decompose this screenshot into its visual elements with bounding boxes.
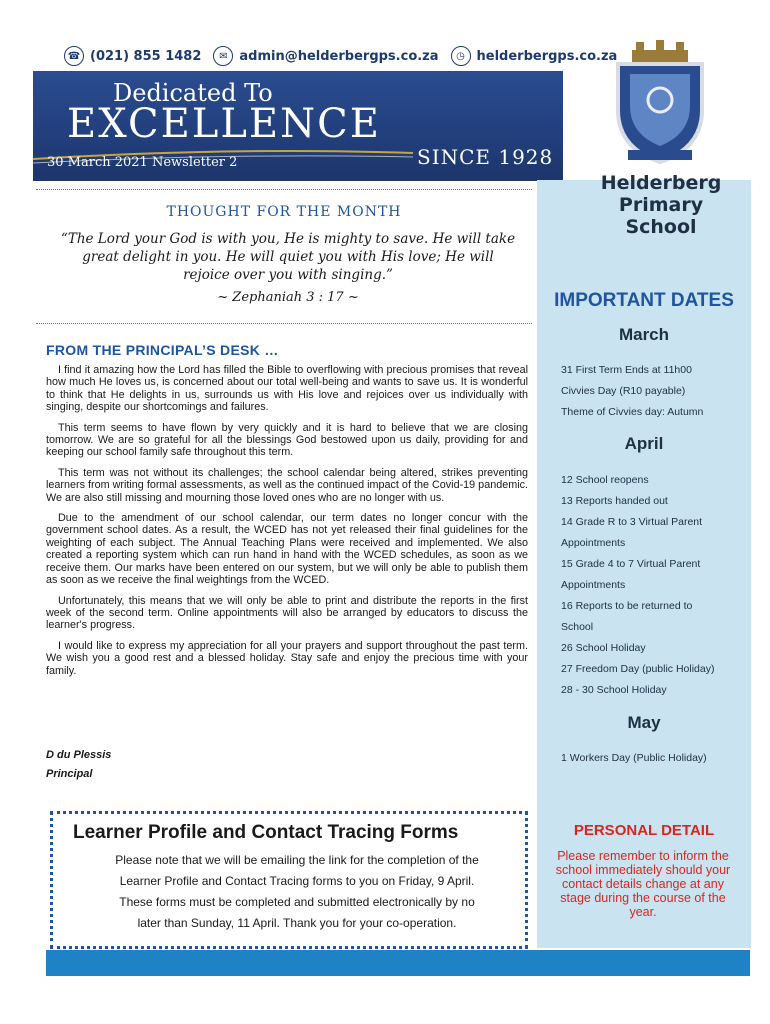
date-entry: Appointments (561, 537, 626, 549)
divider-middle (36, 323, 532, 324)
date-entry: 28 - 30 School Holiday (561, 684, 667, 696)
divider-top (36, 189, 532, 190)
principal-letter (46, 364, 528, 685)
phone-icon: ☎ (64, 46, 84, 66)
learner-profile-title: Learner Profile and Contact Tracing Forms (73, 822, 459, 843)
issue-date: 30 March 2021 Newsletter 2 (47, 155, 238, 170)
letter-paragraph: This term seems to have flown by very quickly and it is hard to believe that we are closing tomorrow. We are so grateful for all the blessings God bestowed upon us daily, providing for and keeping our school family safe throughout this term. (46, 421, 528, 459)
date-entry: 27 Freedom Day (public Holiday) (561, 663, 715, 675)
thought-reference: ~ Zephaniah 3 : 17 ~ (217, 290, 359, 305)
learner-profile-line: These forms must be completed and submitted electronically by no (119, 895, 475, 909)
letter-paragraph: This term was not without its challenges; the school calendar being altered, strikes preventing learners from writing formal assessments, as well as the continued impact of the Covid-19 pandemic. We are also still missing and mourning those loved ones who are no longer with us. (46, 466, 528, 504)
learner-profile-line: Learner Profile and Contact Tracing forms to you on Friday, 9 April. (119, 874, 475, 888)
date-entry: Theme of Civvies day: Autumn (561, 406, 704, 418)
signature-title: Principal (46, 768, 93, 780)
learner-profile-line: Please note that we will be emailing the link for the completion of the (115, 853, 479, 867)
masthead-banner (33, 71, 563, 181)
phone-number: (021) 855 1482 (90, 48, 202, 64)
thought-quote: “The Lord your God is with you, He is mighty to save. He will take great delight in you. He will quiet you with His love; He will rejoice over you with singing.” (60, 231, 516, 283)
banner-tagline: Dedicated To (113, 79, 273, 107)
school-name-line3: School (625, 216, 697, 238)
learner-profile-line: later than Sunday, 11 April. Thank you for your co-operation. (137, 916, 457, 930)
since-label: SINCE 1928 (417, 145, 554, 169)
date-entry: 31 First Term Ends at 11h00 (561, 364, 692, 376)
school-name (592, 172, 730, 238)
important-dates-title: IMPORTANT DATES (554, 290, 734, 311)
learner-profile-body (77, 850, 517, 934)
website-contact[interactable] (451, 46, 618, 66)
school-name-line1: Helderberg (600, 172, 722, 194)
signature-name: D du Plessis (46, 749, 112, 761)
date-entry: 14 Grade R to 3 Virtual Parent (561, 516, 703, 528)
month-april-label: April (624, 434, 664, 453)
letter-paragraph: I find it amazing how the Lord has filled the Bible to overflowing with precious promises that reveal how much He loves us, is concerned about our total well-being and wants to save us. It is wonderful to think that He delights in us, surrounds us with His love and rejoices over us individually with singing, despite our shortcomings and failures. (46, 364, 528, 414)
email-address[interactable]: admin@helderbergps.co.za (239, 48, 439, 64)
date-entry: 12 School reopens (561, 474, 649, 486)
website-link[interactable]: helderbergps.co.za (476, 48, 618, 64)
date-entry: 1 Workers Day (Public Holiday) (561, 752, 707, 764)
learner-profile-notice (50, 811, 528, 949)
school-name-line2: Primary (618, 194, 704, 216)
phone-contact (64, 46, 201, 66)
personal-detail-body: Please remember to inform the school immediately should your contact details change at any stage during the course of the year. (555, 849, 731, 919)
email-icon: ✉ (213, 46, 233, 66)
contact-bar (64, 46, 629, 66)
month-march-label: March (618, 325, 670, 344)
footer-bar (46, 950, 750, 976)
date-entry: Appointments (561, 579, 626, 591)
date-entry: 13 Reports handed out (561, 495, 668, 507)
globe-icon: ◷ (451, 46, 471, 66)
date-entry: 15 Grade 4 to 7 Virtual Parent (561, 558, 701, 570)
month-may-label: May (627, 713, 661, 732)
personal-detail-title: PERSONAL DETAIL (573, 822, 715, 839)
thought-title: THOUGHT FOR THE MONTH (166, 204, 402, 220)
date-entry: 26 School Holiday (561, 642, 646, 654)
email-contact[interactable] (213, 46, 438, 66)
date-entry: School (561, 621, 594, 633)
letter-paragraph: Due to the amendment of our school calendar, our term dates no longer concur with the government school dates. As a result, the WCED has not yet released their final guidelines for the weighting of each subject. The Annual Teaching Plans were received and implemented. We also created a reporting system which can run hand in hand with the WCED schedules, as soon as we receive them. Our marks have been entered on our system, but we will only be able to publish them as soon as we receive the final weightings from the WCED. (46, 512, 528, 587)
letter-paragraph: Unfortunately, this means that we will only be able to print and distribute the reports in the first week of the second term. Online appointments will also be arranged by educators to discuss the learner's progress. (46, 594, 528, 632)
banner-headline: EXCELLENCE (67, 101, 381, 147)
school-crest-logo (610, 40, 710, 172)
principal-section-title: FROM THE PRINCIPAL’S DESK … (46, 342, 279, 358)
date-entry: Civvies Day (R10 payable) (561, 385, 686, 397)
date-entry: 16 Reports to be returned to (561, 600, 693, 612)
letter-paragraph: I would like to express my appreciation for all your prayers and support throughout the past term. We wish you a good rest and a blessed holiday. Stay safe and enjoy the precious time with your family. (46, 639, 528, 677)
